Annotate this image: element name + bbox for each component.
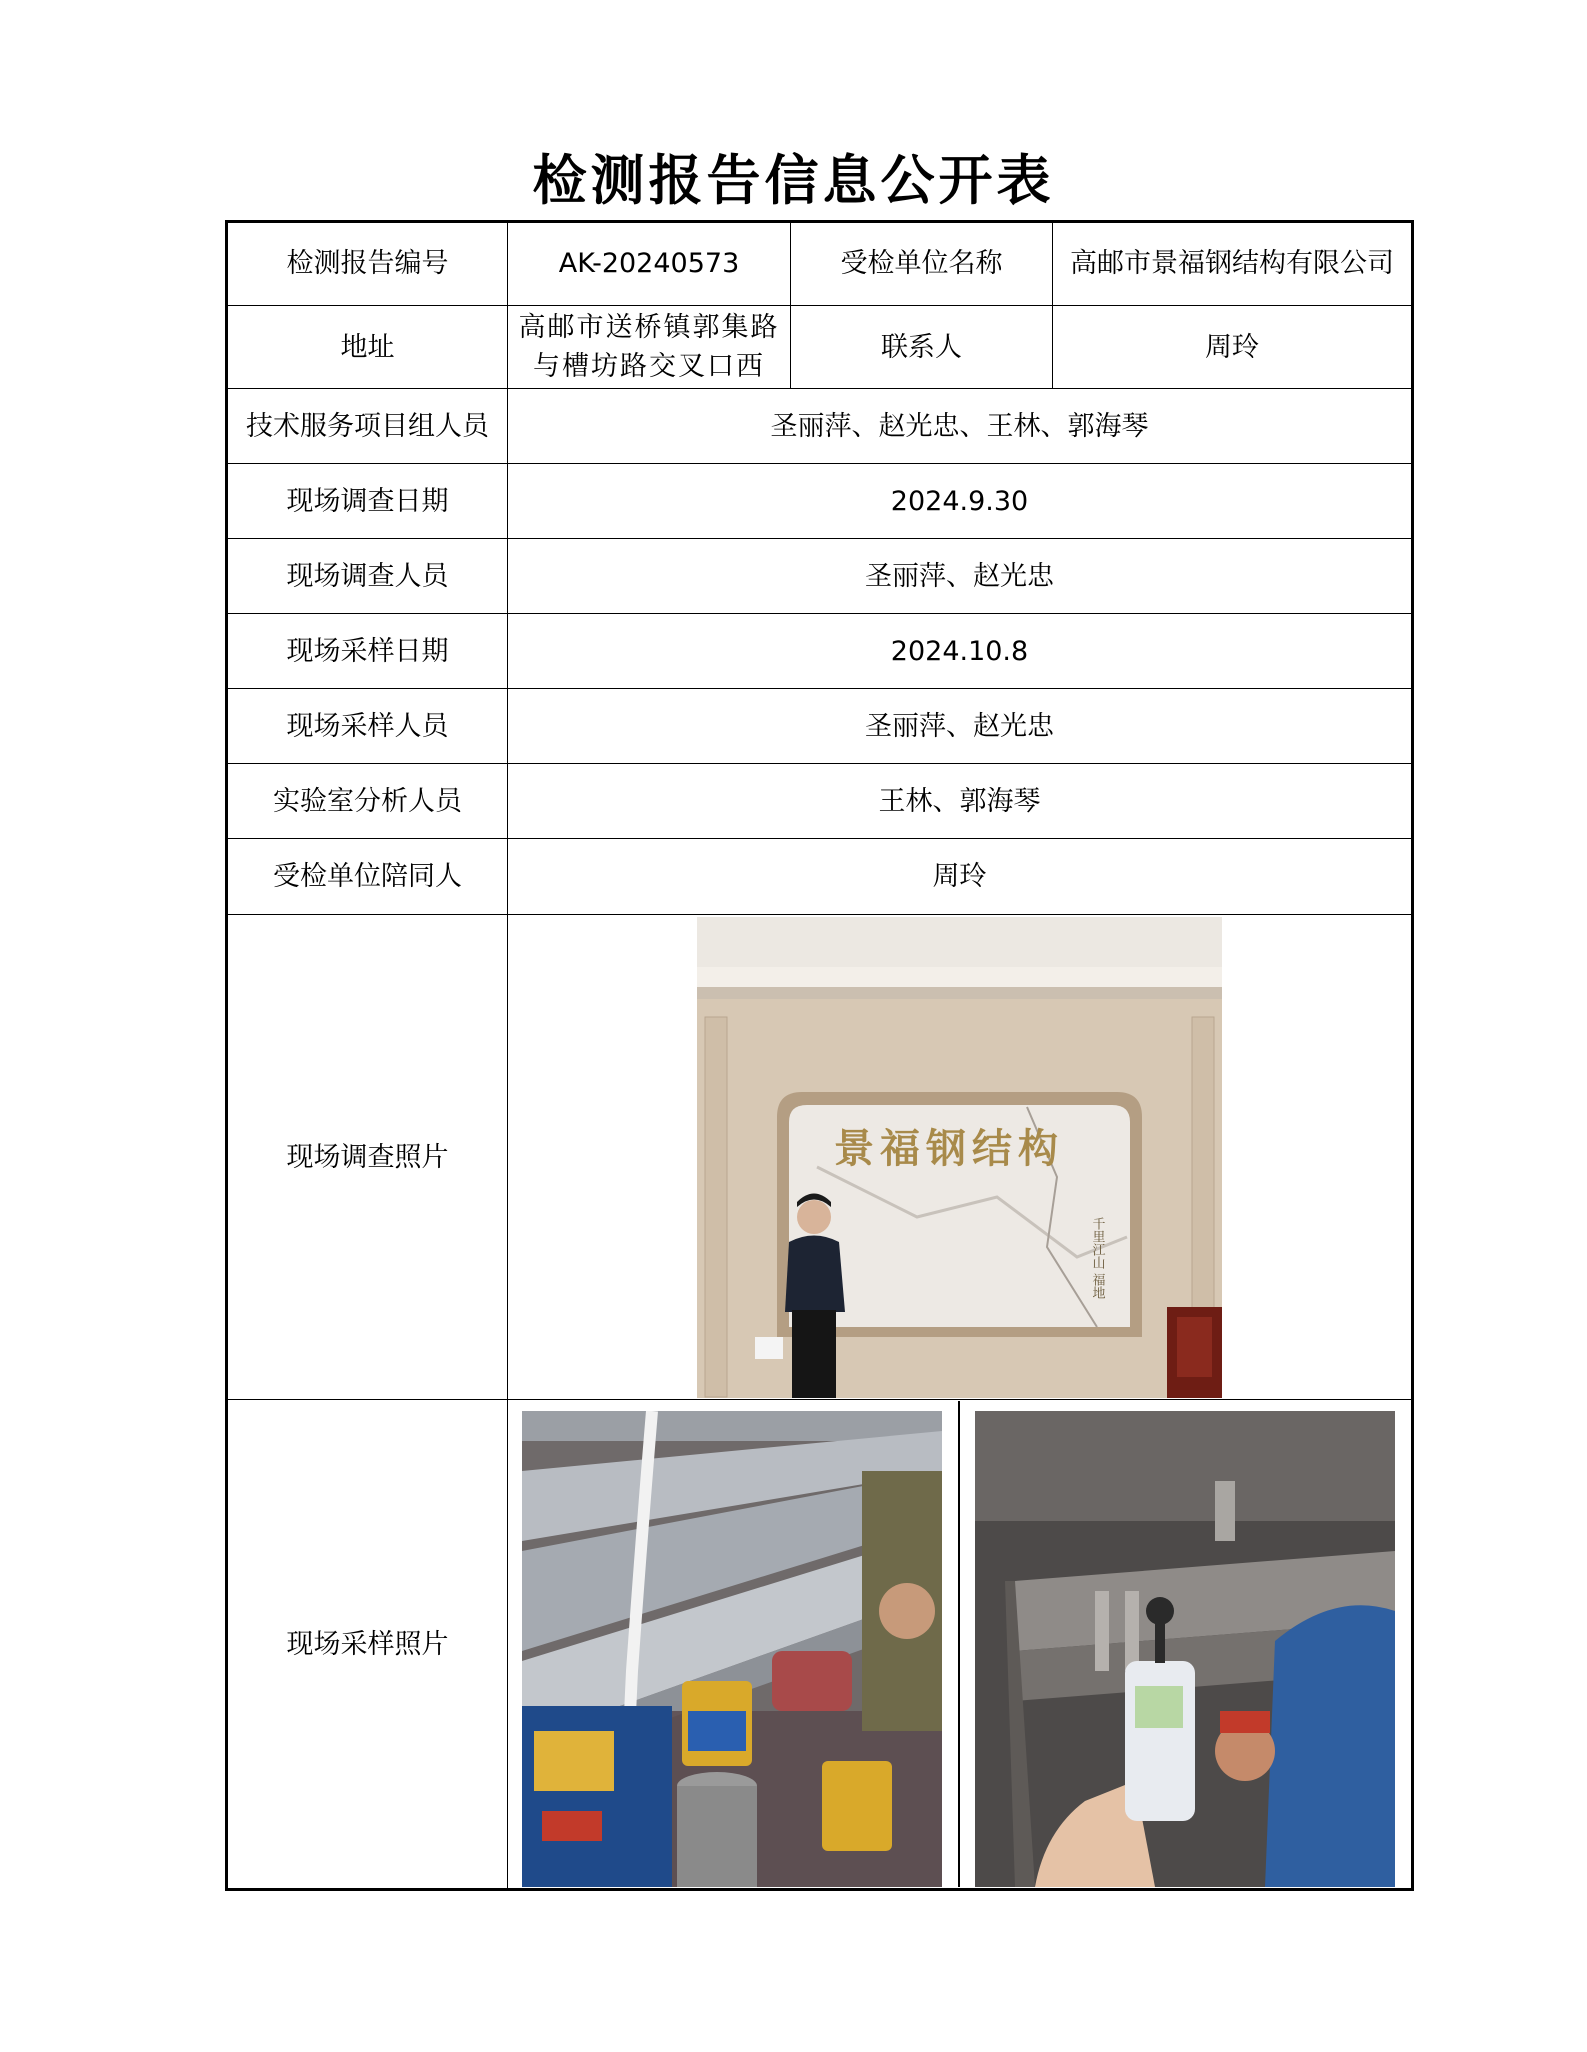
sample-photo-cell bbox=[508, 1400, 1413, 1890]
table-row bbox=[227, 222, 1413, 306]
sample-staff-value: 圣丽萍、赵光忠 bbox=[508, 689, 1413, 764]
table-row bbox=[227, 689, 1413, 764]
lab-staff-label: 实验室分析人员 bbox=[227, 764, 508, 839]
table-row bbox=[227, 839, 1413, 915]
contact-label: 联系人 bbox=[791, 306, 1053, 389]
report-info-table bbox=[225, 220, 1414, 1891]
table-row bbox=[227, 306, 1413, 389]
survey-photo-cell bbox=[508, 915, 1413, 1400]
address-value: 高邮市送桥镇郭集路与槽坊路交叉口西 bbox=[508, 306, 791, 389]
report-no-value: AK-20240573 bbox=[508, 222, 791, 306]
sample-photo-label: 现场采样照片 bbox=[227, 1400, 508, 1890]
sample-date-label: 现场采样日期 bbox=[227, 614, 508, 689]
survey-staff-value: 圣丽萍、赵光忠 bbox=[508, 539, 1413, 614]
table-row bbox=[227, 389, 1413, 464]
lab-staff-value: 王林、郭海琴 bbox=[508, 764, 1413, 839]
sample-date-value: 2024.10.8 bbox=[508, 614, 1413, 689]
table-row bbox=[227, 1400, 1413, 1890]
unit-name-label: 受检单位名称 bbox=[791, 222, 1053, 306]
sign-text: 景福钢结构 bbox=[834, 1124, 1064, 1172]
contact-value: 周玲 bbox=[1053, 306, 1413, 389]
survey-date-label: 现场调查日期 bbox=[227, 464, 508, 539]
survey-date-value: 2024.9.30 bbox=[508, 464, 1413, 539]
sample-photo-left bbox=[522, 1411, 942, 1887]
survey-photo bbox=[697, 917, 1222, 1398]
table-row bbox=[227, 464, 1413, 539]
escort-value: 周玲 bbox=[508, 839, 1413, 915]
survey-photo-label: 现场调查照片 bbox=[227, 915, 508, 1400]
photo-divider bbox=[958, 1401, 960, 1887]
escort-label: 受检单位陪同人 bbox=[227, 839, 508, 915]
table-row bbox=[227, 539, 1413, 614]
page-title: 检测报告信息公开表 bbox=[532, 149, 1055, 212]
address-label: 地址 bbox=[227, 306, 508, 389]
sample-staff-label: 现场采样人员 bbox=[227, 689, 508, 764]
team-label: 技术服务项目组人员 bbox=[227, 389, 508, 464]
survey-staff-label: 现场调查人员 bbox=[227, 539, 508, 614]
table-row bbox=[227, 764, 1413, 839]
team-value: 圣丽萍、赵光忠、王林、郭海琴 bbox=[508, 389, 1413, 464]
sample-photo-right bbox=[975, 1411, 1395, 1887]
sign-motto: 千里江山 福地 bbox=[1089, 1216, 1105, 1299]
table-row bbox=[227, 614, 1413, 689]
report-no-label: 检测报告编号 bbox=[227, 222, 508, 306]
table-row bbox=[227, 915, 1413, 1400]
sample-photos bbox=[508, 1401, 1411, 1887]
unit-name-value: 高邮市景福钢结构有限公司 bbox=[1053, 222, 1413, 306]
survey-photo-image bbox=[697, 917, 1222, 1398]
